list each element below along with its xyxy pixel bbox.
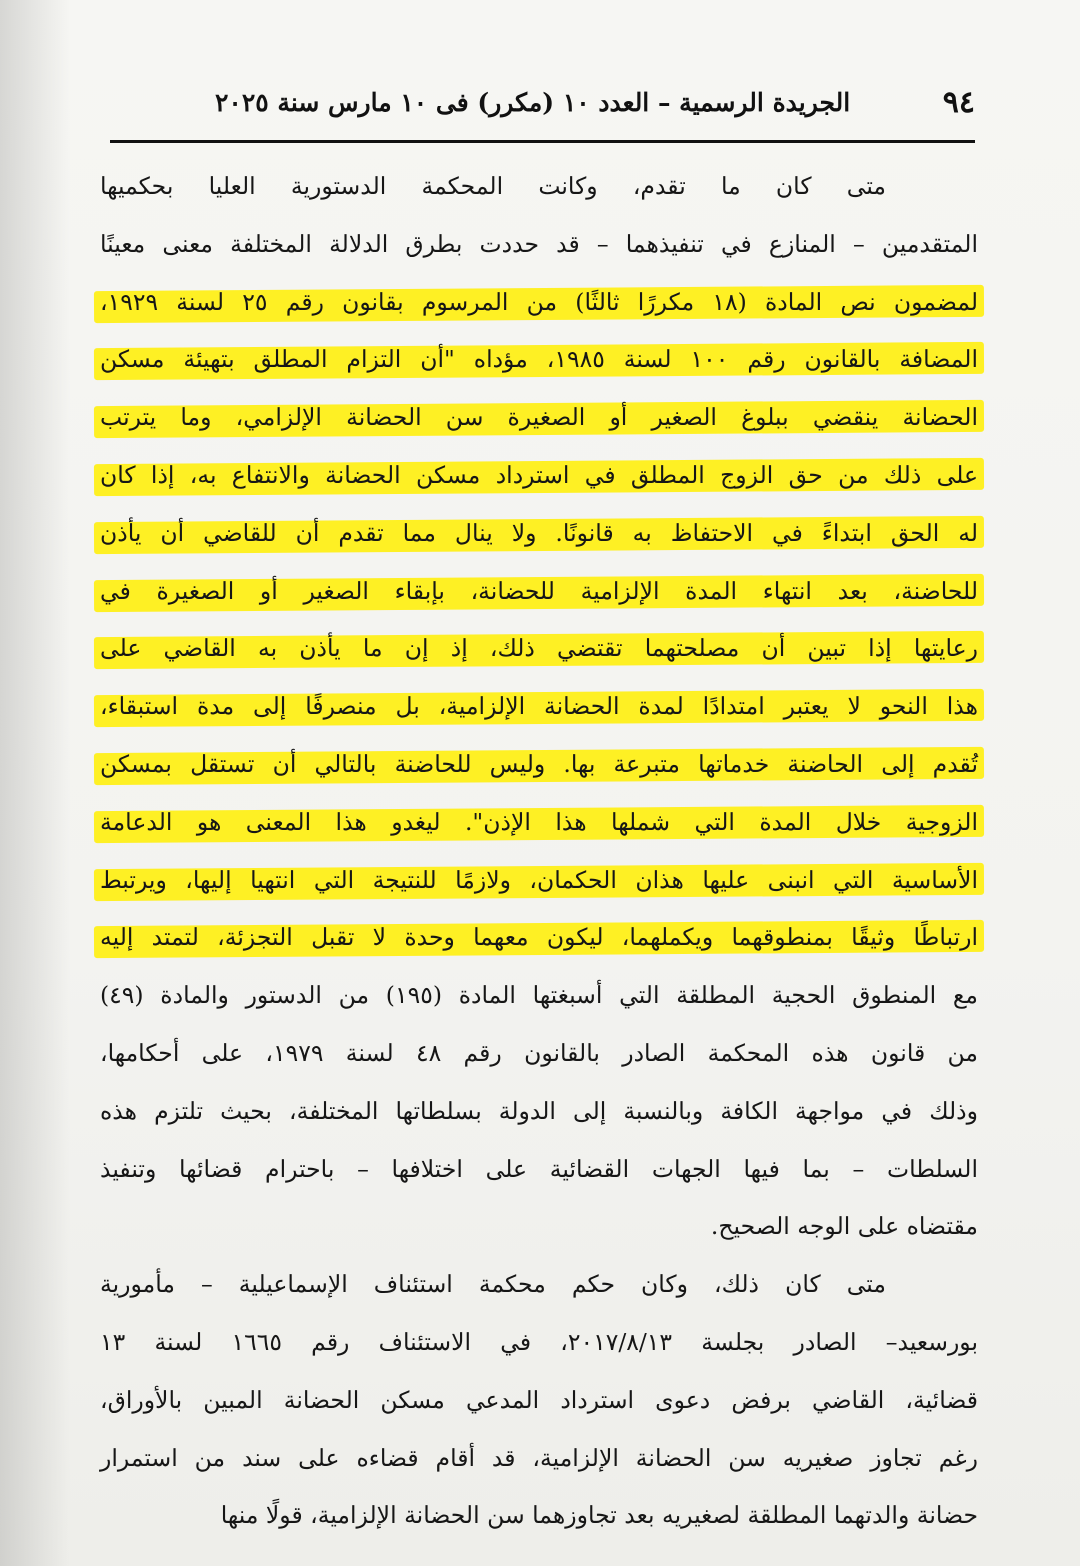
text-line — [100, 1430, 978, 1488]
text-line — [100, 967, 978, 1025]
line-text: لمضمون نص المادة (١٨ مكررًا ثالثًا) من المرسوم بقانون رقم ٢٥ لسنة ١٩٢٩، — [100, 287, 978, 316]
text-line — [100, 563, 978, 621]
line-text: للحاضنة، بعد انتهاء المدة الإلزامية للحضانة، بإبقاء الصغير أو الصغيرة في — [100, 576, 978, 605]
text-line — [100, 447, 978, 505]
text-line — [100, 389, 978, 447]
line-text: هذا النحو لا يعتبر امتدادًا لمدة الحضانة الإلزامية، بل منصرفًا إلى مدة استبقاء، — [100, 692, 978, 721]
line-text: بورسعيد– الصادر بجلسة ٢٠١٧/٨/١٣، في الاستئناف رقم ١٦٦٥ لسنة ١٣ — [100, 1327, 978, 1356]
text-line — [100, 1314, 978, 1372]
line-text: الأساسية التي انبنى عليها هذان الحكمان، ولازمًا للنتيجة التي انتهيا إليها، ويرتبط — [100, 865, 978, 894]
page-shadow — [0, 0, 70, 1566]
text-line — [100, 1141, 978, 1199]
text-line — [100, 1487, 978, 1545]
line-text: متى كان ما تقدم، وكانت المحكمة الدستورية العليا بحكميها — [100, 172, 886, 200]
text-line — [100, 505, 978, 563]
text-line — [100, 158, 978, 216]
page-number: ٩٤ — [942, 84, 975, 120]
line-text: تُقدم إلى الحاضنة خدماتها متبرعة بها. وليس للحاضنة بالتالي أن تستقل بمسكن — [100, 749, 978, 778]
gazette-title: الجريدة الرسمية – العدد ١٠ (مكرر) فى ١٠ مارس سنة ٢٠٢٥ — [215, 87, 851, 117]
line-text: على ذلك من حق الزوج المطلق في استرداد مسكن الحضانة والانتفاع به، إذا كان — [100, 460, 978, 489]
line-text: مع المنطوق الحجية المطلقة التي أسبغتها المادة (١٩٥) من الدستور والمادة (٤٩) — [100, 981, 978, 1010]
text-line — [100, 852, 978, 910]
text-line — [100, 1198, 978, 1256]
line-text: قضائية، القاضي برفض دعوى استرداد المدعي مسكن الحضانة المبين بالأوراق، — [100, 1385, 978, 1414]
line-text: حضانة والدتهما المطلقة لصغيريه بعد تجاوزهما سن الحضانة الإلزامية، قولًا منها — [220, 1501, 978, 1530]
text-line — [100, 620, 978, 678]
line-text: من قانون هذه المحكمة الصادر بالقانون رقم ٤٨ لسنة ١٩٧٩، على أحكامها، — [100, 1038, 979, 1067]
line-text: رغم تجاوز صغيريه سن الحضانة الإلزامية، قد أقام قضاءه على سند من استمرار — [100, 1443, 978, 1472]
page-header — [215, 80, 975, 124]
line-text: الحضانة ينقضي ببلوغ الصغير أو الصغيرة سن الحضانة الإلزامي، وما يترتب — [100, 403, 978, 432]
text-line — [100, 331, 978, 389]
text-line — [100, 909, 978, 967]
line-text: ارتباطًا وثيقًا بمنطوقهما ويكملهما، ليكون معهما وحدة لا تقبل التجزئة، لتمتد إليه — [100, 923, 978, 952]
line-text: رعايتها إذا تبين أن مصلحتهما تقتضي ذلك، إذ إن ما يأذن به القاضي على — [100, 634, 978, 663]
line-text: له الحق ابتداءً في الاحتفاظ به قانونًا. ولا ينال مما تقدم أن للقاضي أن يأذن — [100, 518, 978, 547]
line-text: الزوجية خلال المدة التي شملها هذا الإذن". ليغدو هذا المعنى هو الدعامة — [100, 807, 978, 836]
header-rule — [110, 140, 975, 143]
text-line — [100, 678, 978, 736]
text-line — [100, 274, 978, 332]
line-text: مقتضاه على الوجه الصحيح. — [710, 1212, 978, 1241]
text-line — [100, 1025, 978, 1083]
line-text: السلطات – بما فيها الجهات القضائية على اختلافها – باحترام قضائها وتنفيذ — [100, 1154, 978, 1183]
text-line — [100, 794, 978, 852]
text-line — [100, 736, 978, 794]
text-line — [100, 216, 978, 274]
line-text: متى كان ذلك، وكان حكم محكمة استئناف الإسماعيلية – مأمورية — [100, 1270, 886, 1299]
line-text: وذلك في مواجهة الكافة وبالنسبة إلى الدولة بسلطاتها المختلفة، بحيث تلتزم هذه — [100, 1096, 978, 1125]
text-line — [100, 1083, 978, 1141]
text-line — [100, 1372, 978, 1430]
document-body — [100, 158, 978, 1545]
text-line — [100, 1256, 978, 1314]
line-text: المتقدمين – المنازع في تنفيذهما – قد حددت بطرق الدلالة المختلفة معنى معينًا — [100, 229, 978, 258]
line-text: المضافة بالقانون رقم ١٠٠ لسنة ١٩٨٥، مؤداه "أن التزام المطلق بتهيئة مسكن — [100, 345, 978, 374]
